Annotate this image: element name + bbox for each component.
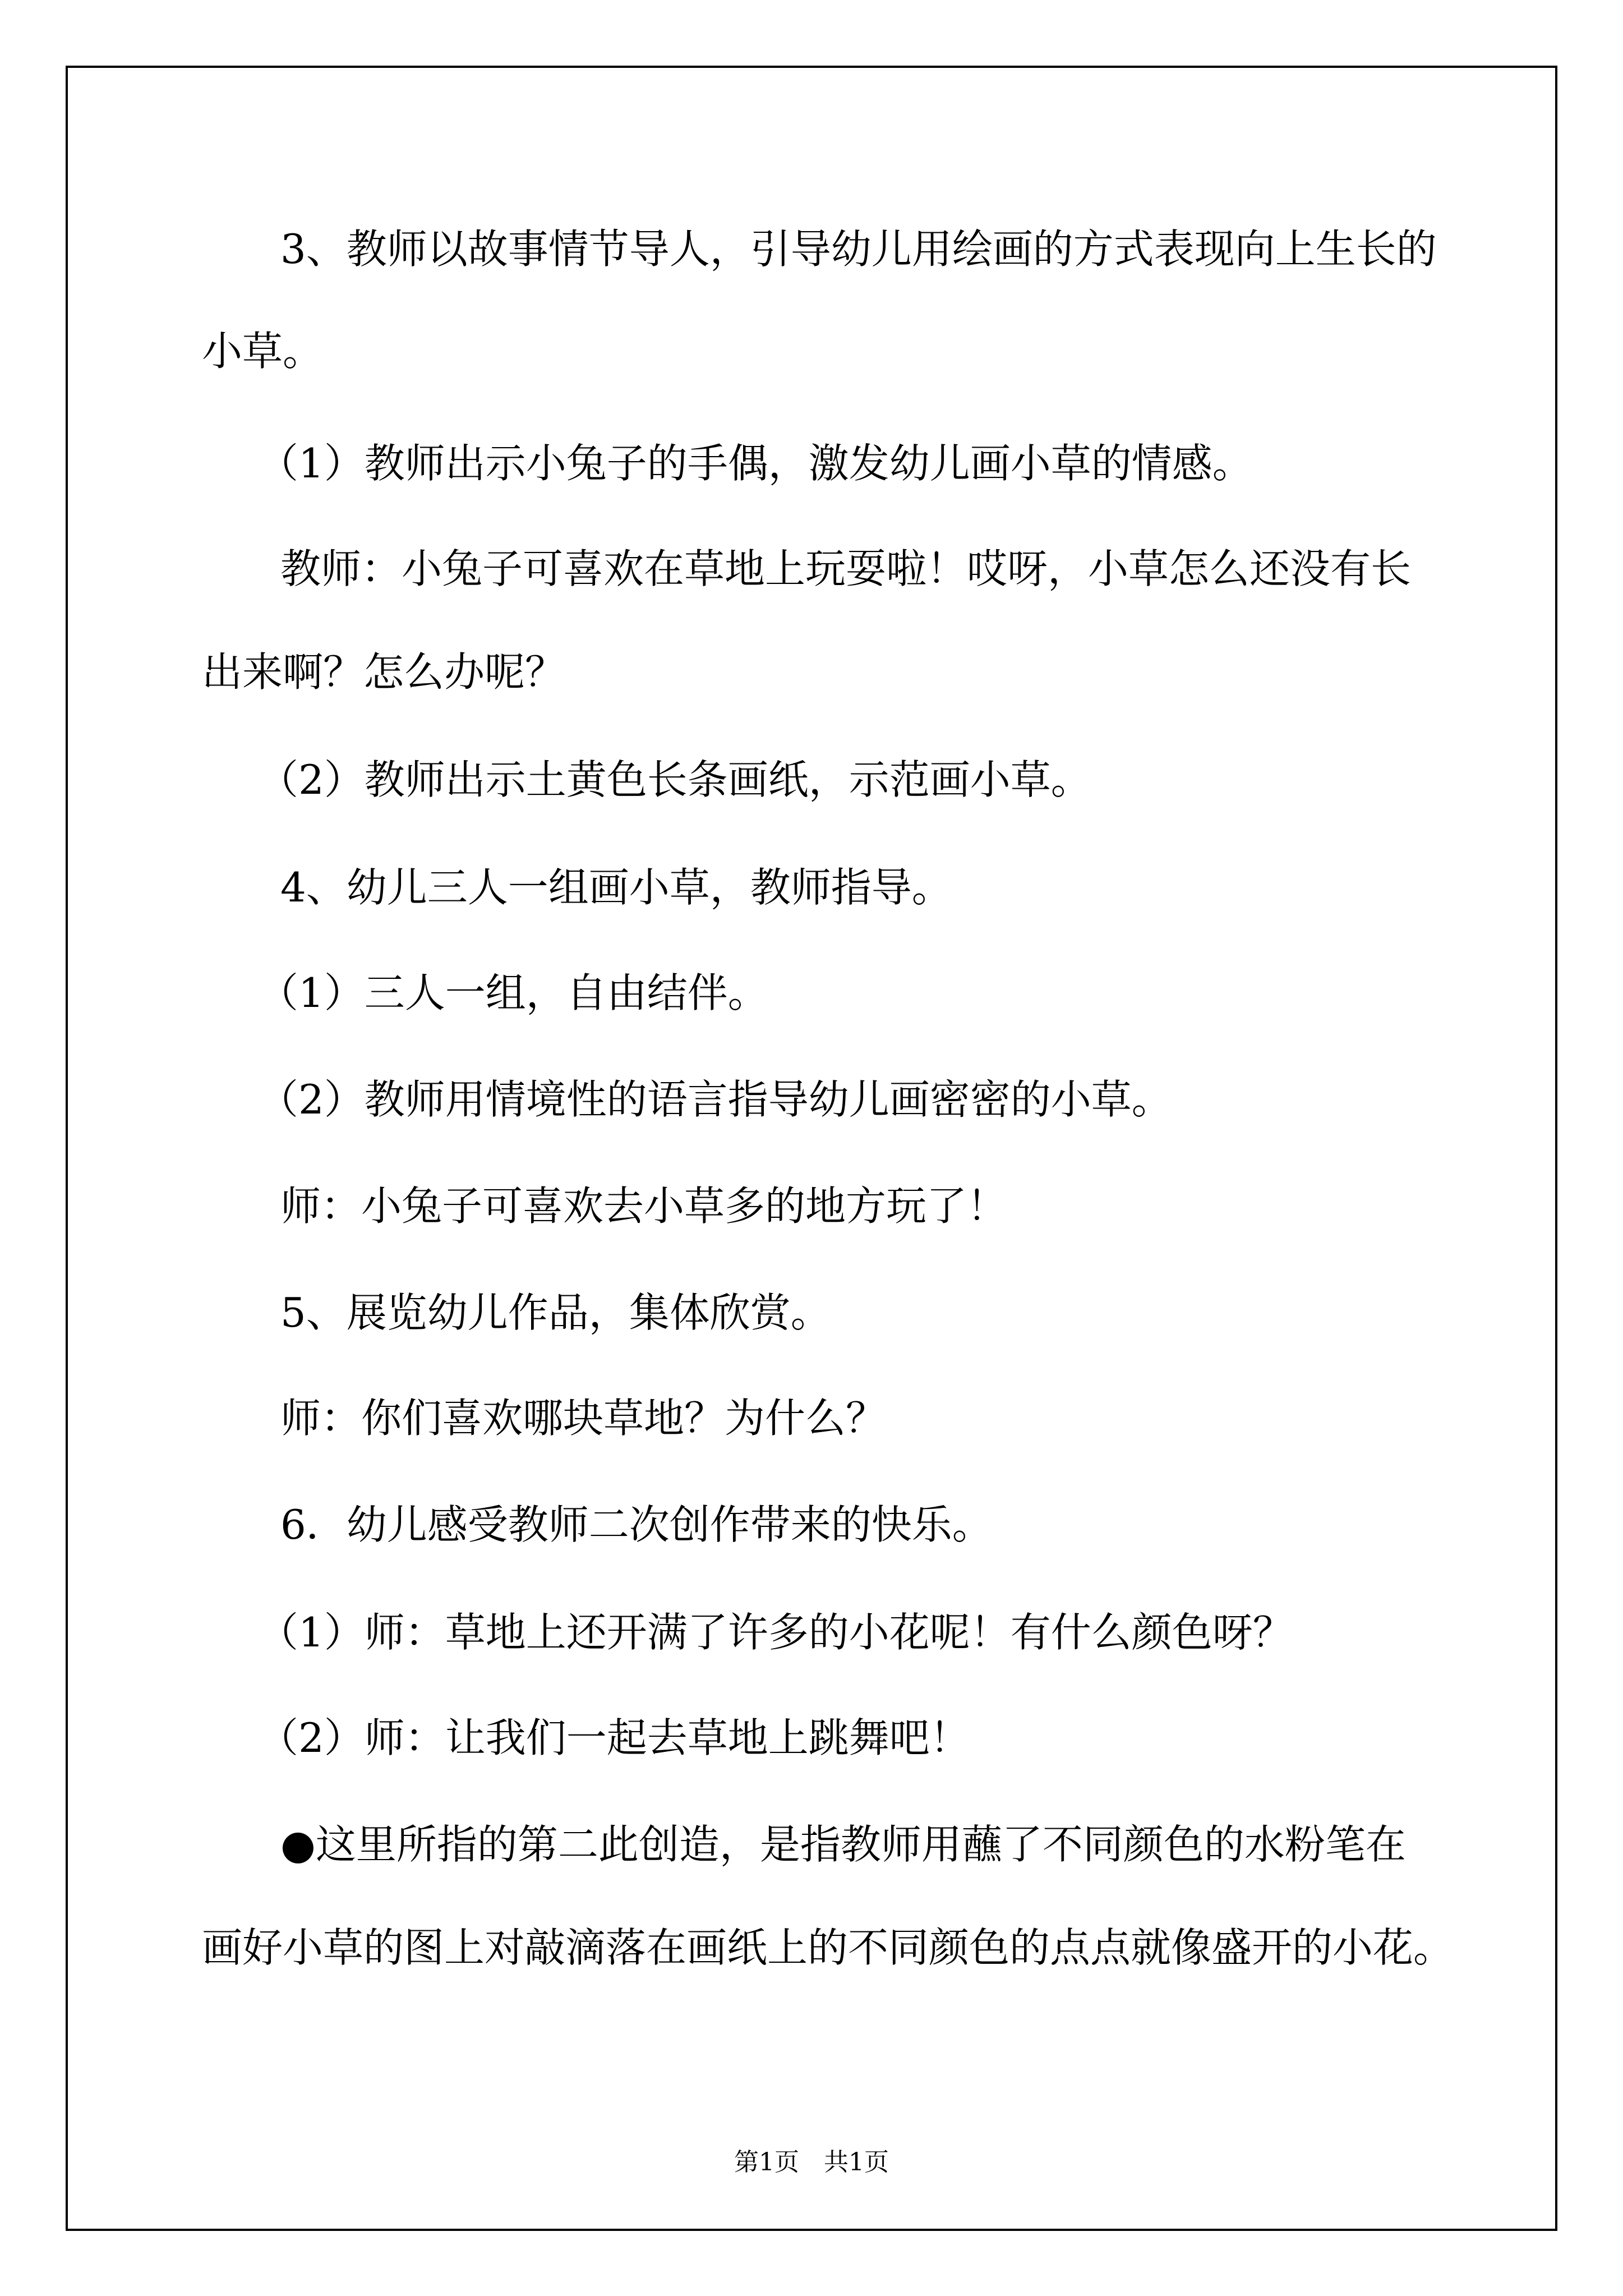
paragraph-8: （1）三人一组，自由结伴。: [258, 969, 768, 1016]
paragraph-6: （2）教师出示土黄色长条画纸，示范画小草。: [258, 756, 1091, 803]
paragraph-12: 师：你们喜欢哪块草地？为什么？: [280, 1395, 887, 1442]
paragraph-3: （1）教师出示小兔子的手偶，激发幼儿画小草的情感。: [258, 440, 1253, 487]
paragraph-9: （2）教师用情境性的语言指导幼儿画密密的小草。: [258, 1076, 1172, 1123]
paragraph-7: 4、幼儿三人一组画小草，教师指导。: [280, 864, 952, 911]
paragraph-13: 6．幼儿感受教师二次创作带来的快乐。: [280, 1501, 993, 1548]
paragraph-5: 出来啊？怎么办呢？: [202, 648, 566, 696]
paragraph-16: ●这里所指的第二此创造，是指教师用蘸了不同颜色的水粉笔在: [280, 1821, 1406, 1868]
paragraph-11: 5、展览幼儿作品，集体欣赏。: [280, 1289, 831, 1336]
paragraph-10: 师：小兔子可喜欢去小草多的地方玩了！: [280, 1182, 1008, 1230]
paragraph-1: 3、教师以故事情节导人，引导幼儿用绘画的方式表现向上生长的: [280, 226, 1437, 273]
paragraph-2: 小草。: [202, 328, 324, 375]
paragraph-4: 教师：小兔子可喜欢在草地上玩耍啦！哎呀，小草怎么还没有长: [280, 545, 1412, 592]
paragraph-17: 画好小草的图上对敲滴落在画纸上的不同颜色的点点就像盛开的小花。: [202, 1924, 1454, 1971]
paragraph-14: （1）师：草地上还开满了许多的小花呢！有什么颜色呀？: [258, 1609, 1293, 1656]
page-border: [66, 66, 1557, 2231]
page-footer: 第1页 共1页: [734, 2148, 889, 2177]
paragraph-15: （2）师：让我们一起去草地上跳舞吧！: [258, 1714, 970, 1761]
